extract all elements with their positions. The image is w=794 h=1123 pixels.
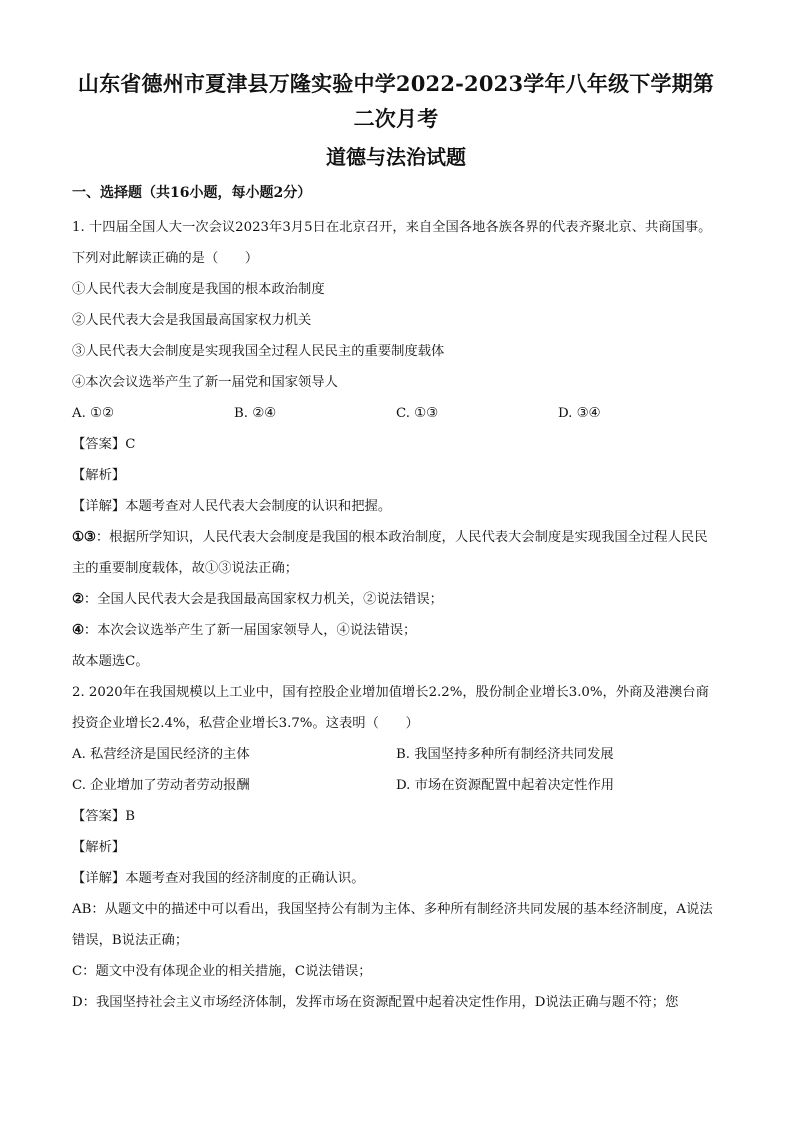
question-2-answer xyxy=(72,801,720,832)
question-2-point-1: AB：从题文中的描述中可以看出，我国坚持公有制为主体、多种所有制经济共同发展的基本经济制度，A说法错误，B说法正确； xyxy=(72,902,713,948)
question-2-point-3: D：我国坚持社会主义市场经济体制，发挥市场在资源配置中起着决定性作用，D说法正确与题不符；您 xyxy=(72,995,679,1010)
point-marks: ② xyxy=(72,592,84,607)
answer-value: B xyxy=(125,809,135,824)
question-1-point-2 xyxy=(72,584,720,615)
point-marks: ①③ xyxy=(72,530,96,545)
answer-label: 【答案】 xyxy=(72,437,126,452)
section-title: 一、选择题（共16小题，每小题2分） xyxy=(72,185,312,201)
question-1-stem: 1. 十四届全国人大一次会议2023年3月5日在北京召开，来自全国各地各族各界的代表齐聚北京、共商国事。下列对此解读正确的是（ ） xyxy=(72,220,712,266)
answer-label: 【答案】 xyxy=(72,809,126,824)
question-2-option-c: C. 企业增加了劳动者劳动报酬 xyxy=(72,778,250,793)
detail-text: 本题考查对人民代表大会制度的认识和把握。 xyxy=(125,499,392,514)
detail-text: 本题考查对我国的经济制度的正确认识。 xyxy=(125,871,365,886)
question-2-stem: 2. 2020年在我国规模以上工业中，国有控股企业增加值增长2.2%，股份制企业增长3.0%，外商及港澳台商投资企业增长2.4%，私营企业增长3.7%。这表明（ ） xyxy=(72,685,709,731)
question-1-option-a: A. ①② xyxy=(72,406,114,421)
question-1-statement-3: ③人民代表大会制度是实现我国全过程人民民主的重要制度载体 xyxy=(72,344,445,359)
point-marks: ④ xyxy=(72,623,84,638)
question-1-detail xyxy=(72,491,720,522)
question-2-analysis-label: 【解析】 xyxy=(72,840,126,855)
question-1-statement-2: ②人民代表大会是我国最高国家权力机关 xyxy=(72,313,312,328)
question-1-answer xyxy=(72,429,720,460)
point-text: ：根据所学知识，人民代表大会制度是我国的根本政治制度，人民代表大会制度是实现我国全过程人民民主的重要制度载体，故①③说法正确； xyxy=(72,530,708,576)
question-1-statement-1: ①人民代表大会制度是我国的根本政治制度 xyxy=(72,282,325,297)
question-2-option-a: A. 私营经济是国民经济的主体 xyxy=(72,747,250,762)
question-1-statement-4: ④本次会议选举产生了新一届党和国家领导人 xyxy=(72,375,338,390)
page-subtitle: 道德与法治试题 xyxy=(326,145,466,169)
answer-value: C xyxy=(125,437,136,452)
question-2-option-b: B. 我国坚持多种所有制经济共同发展 xyxy=(396,747,614,762)
question-2-detail xyxy=(72,863,720,894)
question-1-point-3 xyxy=(72,615,720,646)
detail-label: 【详解】 xyxy=(72,871,126,886)
question-1-options xyxy=(72,398,720,429)
question-1-point-1 xyxy=(72,522,720,584)
question-1-option-b: B. ②④ xyxy=(234,406,277,421)
question-1-option-d: D. ③④ xyxy=(558,406,601,421)
question-2-options xyxy=(72,739,720,801)
question-1-option-c: C. ①③ xyxy=(396,406,438,421)
detail-label: 【详解】 xyxy=(72,499,126,514)
question-1-conclusion: 故本题选C。 xyxy=(72,654,149,669)
question-1-analysis-label: 【解析】 xyxy=(72,468,126,483)
question-1 xyxy=(72,212,720,677)
question-2-option-d: D. 市场在资源配置中起着决定性作用 xyxy=(396,778,615,793)
point-text: ：本次会议选举产生了新一届国家领导人，④说法错误； xyxy=(83,623,417,638)
question-2-point-2: C：题文中没有体现企业的相关措施，C说法错误； xyxy=(72,964,372,979)
point-text: ：全国人民代表大会是我国最高国家权力机关，②说法错误； xyxy=(83,592,443,607)
question-2 xyxy=(72,677,720,1018)
page-title: 山东省德州市夏津县万隆实验中学2022-2023学年八年级下学期第二次月考 xyxy=(77,71,715,131)
